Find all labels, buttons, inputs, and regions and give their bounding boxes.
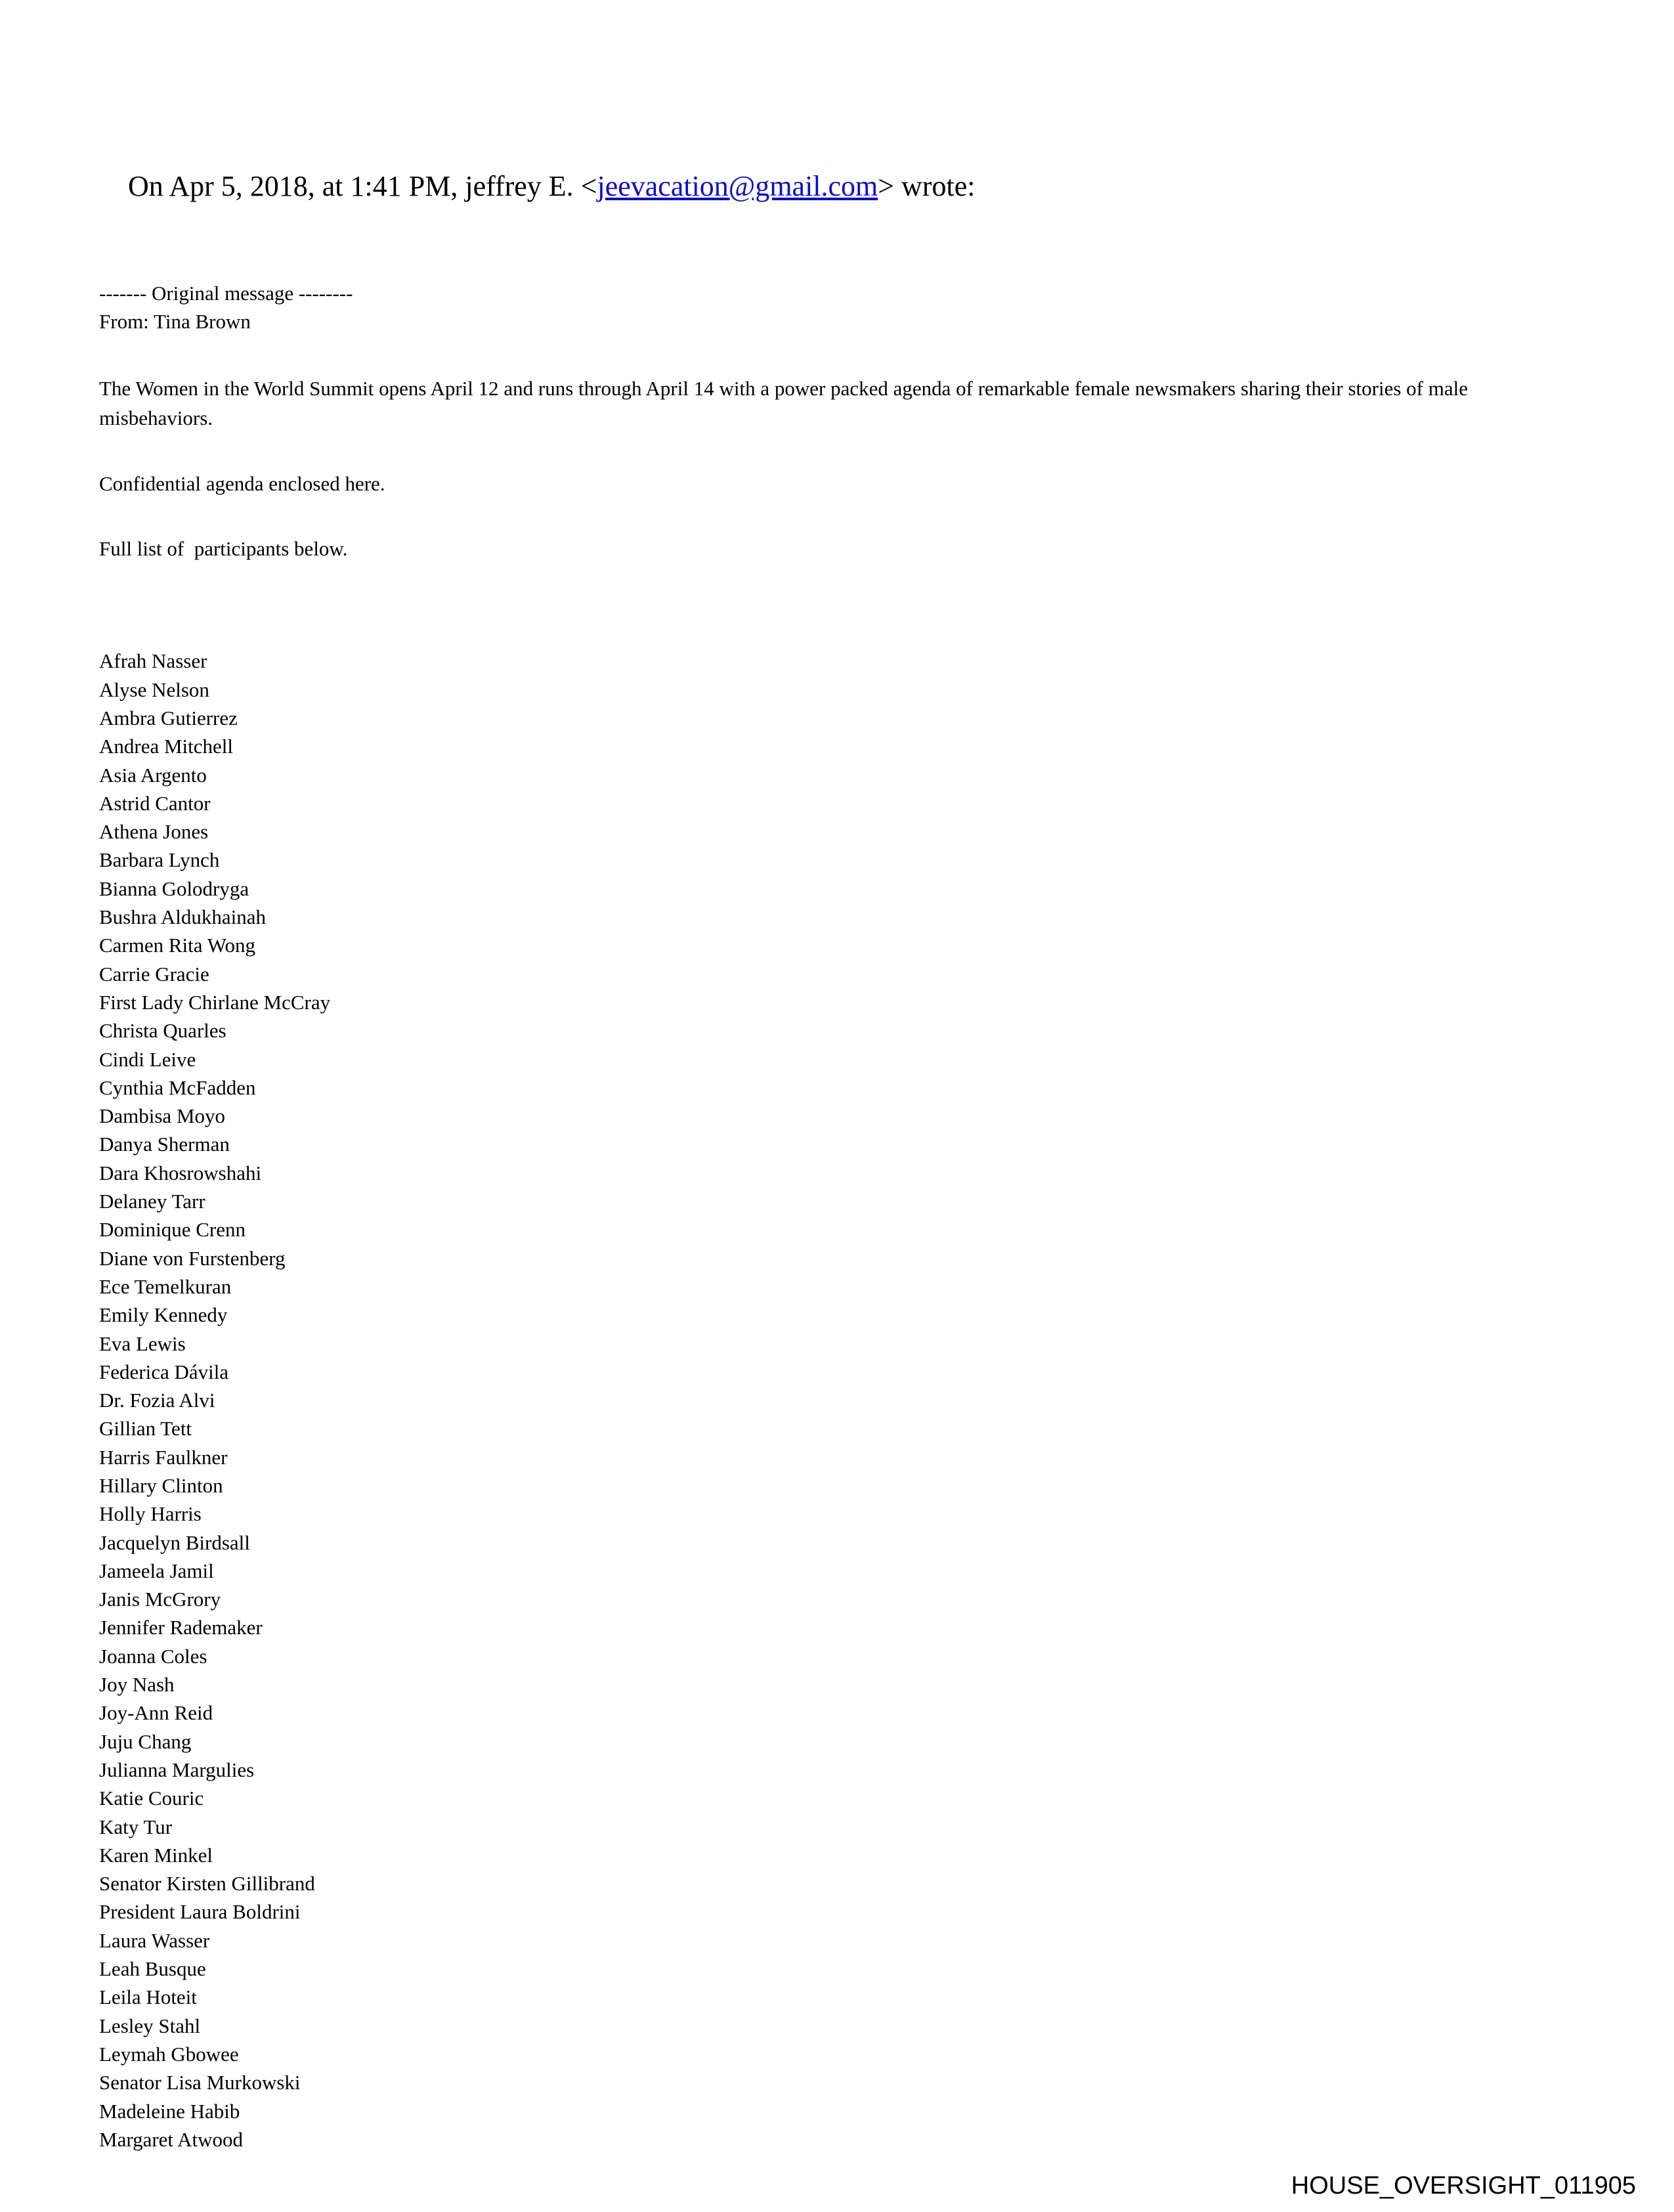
bates-number: HOUSE_OVERSIGHT_011905 [1291,2172,1636,2200]
participant-name: Madeleine Habib [99,2099,240,2123]
participant-name: Dambisa Moyo [99,1104,226,1128]
participant-name: Afrah Nasser [99,649,207,673]
reply-header-suffix: > wrote: [878,169,976,202]
participant-name: Cindi Leive [99,1047,196,1071]
participant-name: Katie Couric [99,1787,204,1810]
participant-name: Senator Kirsten Gillibrand [99,1872,315,1896]
participant-name: Juju Chang [99,1729,192,1753]
participant-name: Dara Khosrowshahi [99,1161,262,1184]
participant-name: Bushra Aldukhainah [99,905,266,929]
from-line: From: Tina Brown [99,310,251,334]
reply-header-line [99,135,1583,238]
confidential-agenda-line: Confidential agenda enclosed here. [99,472,385,496]
reply-header-prefix: On Apr 5, 2018, at 1:41 PM, jeffrey E. < [128,169,597,202]
participant-name: Diane von Furstenberg [99,1246,286,1270]
participant-name: Janis McGrory [99,1588,221,1611]
participant-name: Danya Sherman [99,1133,230,1156]
participant-name: Carmen Rita Wong [99,934,256,957]
participant-name: Leymah Gbowee [99,2042,239,2066]
participant-name: Barbara Lynch [99,848,220,872]
participant-name: Asia Argento [99,763,207,787]
participant-name: Dr. Fozia Alvi [99,1389,215,1412]
participant-name: Andrea Mitchell [99,735,234,758]
participant-name: Eva Lewis [99,1332,186,1355]
participant-name: Holly Harris [99,1502,202,1526]
participant-name: Emily Kennedy [99,1303,228,1327]
participant-name: Karen Minkel [99,1843,213,1867]
participant-name: Hillary Clinton [99,1474,223,1497]
participant-name: Dominique Crenn [99,1218,246,1242]
email-document [99,135,1583,2154]
participant-name: Gillian Tett [99,1417,192,1441]
participant-name: Margaret Atwood [99,2127,243,2151]
summit-paragraph: The Women in the World Summit opens April 12 and runs through April 14 with a power packed agenda of remarkable female newsmakers sharing their stories of male misbehaviors. [99,377,1473,430]
participant-name: Christa Quarles [99,1019,226,1043]
participant-name: Delaney Tarr [99,1190,205,1213]
participant-name: Laura Wasser [99,1928,210,1952]
participant-name: Julianna Margulies [99,1758,255,1781]
participant-name: Bianna Golodryga [99,877,249,900]
participant-name: Ambra Gutierrez [99,706,238,729]
participant-name: Alyse Nelson [99,678,209,701]
participant-name: Astrid Cantor [99,791,211,815]
participant-name: Harris Faulkner [99,1445,228,1469]
participant-name: Lesley Stahl [99,2014,201,2037]
participant-name: Joy Nash [99,1673,175,1697]
participant-name: Jennifer Rademaker [99,1616,263,1639]
participant-name: Jacquelyn Birdsall [99,1530,250,1554]
participant-name: Federica Dávila [99,1360,229,1383]
participant-name: First Lady Chirlane McCray [99,990,331,1014]
participant-name: Athena Jones [99,820,209,844]
participants-list [99,647,1583,2154]
participant-name: Leah Busque [99,1957,206,1981]
participant-name: Ece Temelkuran [99,1274,232,1298]
participant-name: Jameela Jamil [99,1559,214,1582]
participant-name: Cynthia McFadden [99,1075,256,1099]
participant-name: Senator Lisa Murkowski [99,2071,301,2094]
participant-name: Joanna Coles [99,1644,207,1668]
full-list-line: Full list of participants below. [99,537,348,561]
participant-name: President Laura Boldrini [99,1900,301,1924]
participant-name: Joy-Ann Reid [99,1701,213,1725]
participant-name: Carrie Gracie [99,962,209,986]
participant-name: Leila Hoteit [99,1985,197,2009]
participant-name: Katy Tur [99,1815,173,1838]
sender-email-link[interactable]: jeevacation@gmail.com [597,169,878,202]
original-message-divider: ------- Original message -------- [99,282,353,305]
